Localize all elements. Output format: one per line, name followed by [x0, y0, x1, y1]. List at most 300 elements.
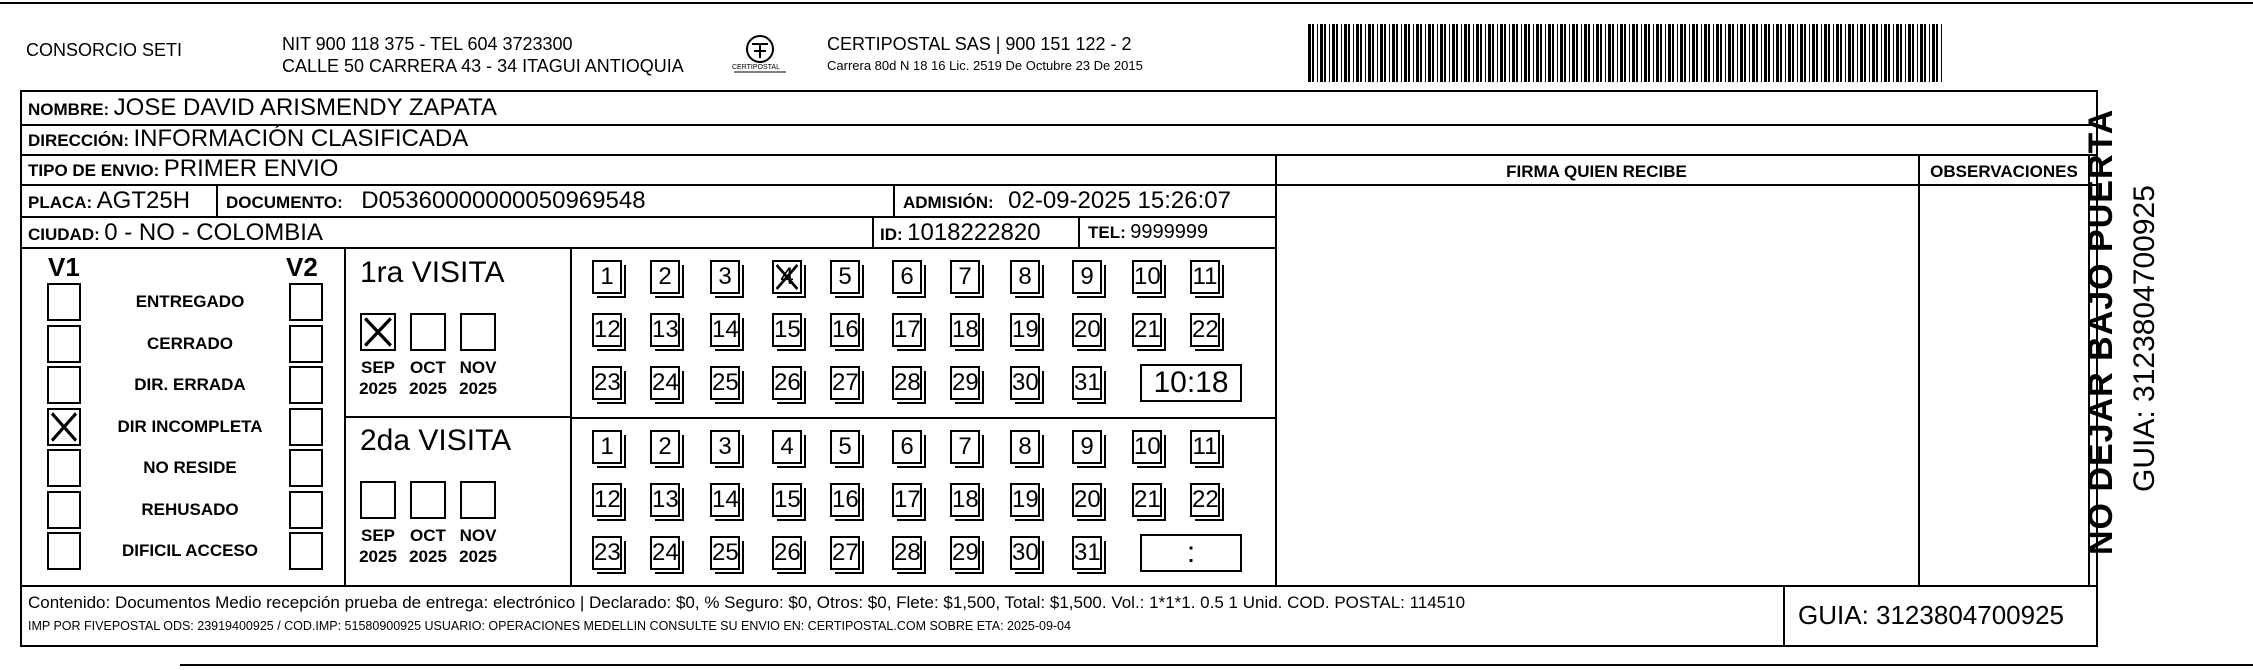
barcode-bar — [1593, 24, 1594, 82]
barcode-bar — [1341, 24, 1342, 82]
barcode-bar — [1833, 24, 1834, 82]
day-box: 11 — [1190, 260, 1220, 294]
day-box: 13 — [650, 483, 680, 517]
id-label: ID: — [880, 225, 903, 244]
barcode-bar — [1857, 24, 1858, 82]
barcode-bar — [1884, 24, 1887, 82]
col-line — [1078, 216, 1080, 247]
visit1-title: 1ra VISITA — [360, 256, 505, 289]
barcode-bar — [1545, 24, 1546, 82]
barcode-bar — [1812, 24, 1815, 82]
barcode-bar — [1924, 24, 1926, 82]
license-line: Carrera 80d N 18 16 Lic. 2519 De Octubre 23 De 2015 — [827, 58, 1143, 73]
barcode-bar — [1804, 24, 1806, 82]
barcode-bar — [1384, 24, 1386, 82]
barcode-bar — [1392, 24, 1395, 82]
check-mark-icon — [362, 315, 394, 349]
barcode-bar — [1533, 24, 1534, 82]
barcode-bar — [1713, 24, 1714, 82]
day-box: 15 — [772, 483, 802, 517]
barcode-bar — [1509, 24, 1510, 82]
barcode-bar — [1828, 24, 1830, 82]
day-box: 29 — [950, 366, 980, 400]
barcode-bar — [1444, 24, 1446, 82]
barcode-bar — [1644, 24, 1647, 82]
barcode-bar — [1317, 24, 1318, 82]
month-checkbox — [460, 313, 496, 351]
day-box: 30 — [1010, 536, 1040, 570]
barcode-bar — [1912, 24, 1914, 82]
barcode-bar — [1540, 24, 1542, 82]
barcode-bar — [1521, 24, 1522, 82]
col-line — [1783, 585, 1785, 647]
barcode-bar — [1485, 24, 1486, 82]
row-line — [20, 216, 1277, 218]
barcode-bar — [1377, 24, 1378, 82]
status-label: DIFICIL ACCESO — [121, 541, 258, 560]
col-line — [216, 184, 218, 216]
v2-label: V2 — [286, 252, 318, 282]
month-checkbox — [410, 313, 446, 351]
tipo-envio-row — [28, 155, 338, 183]
day-box: 1 — [592, 430, 622, 464]
col-line — [1275, 154, 1277, 585]
day-box: 26 — [772, 536, 802, 570]
day-box: 30 — [1010, 366, 1040, 400]
barcode-bar — [1404, 24, 1407, 82]
barcode-bar — [1677, 24, 1678, 82]
barcode-bar — [1816, 24, 1818, 82]
barcode-bar — [1416, 24, 1419, 82]
certipostal-line: CERTIPOSTAL SAS | 900 151 122 - 2 — [827, 34, 1132, 54]
barcode-bar — [1492, 24, 1494, 82]
barcode-bar — [1413, 24, 1414, 82]
day-box: 20 — [1072, 313, 1102, 347]
day-box: 10 — [1132, 430, 1162, 464]
barcode-bar — [1797, 24, 1798, 82]
day-box: 19 — [1010, 313, 1040, 347]
barcode-bar — [1737, 24, 1738, 82]
day-box: 3 — [710, 260, 740, 294]
barcode-bar — [1668, 24, 1671, 82]
month-checkbox — [360, 313, 396, 351]
barcode-bar — [1624, 24, 1626, 82]
col-line — [1918, 154, 1920, 585]
barcode-bar — [1773, 24, 1774, 82]
tel-value: 9999999 — [1130, 221, 1209, 243]
barcode-bar — [1380, 24, 1383, 82]
tel-label: TEL: — [1088, 223, 1126, 242]
barcode-bar — [1708, 24, 1710, 82]
time-box: 10:18 — [1140, 364, 1242, 402]
barcode-bar — [1905, 24, 1906, 82]
status-label: DIR INCOMPLETA — [117, 416, 263, 436]
day-box: 12 — [592, 313, 622, 347]
side-main-text: NO DEJAR BAJO PUERTA — [2082, 108, 2120, 555]
barcode-bar — [1665, 24, 1666, 82]
barcode-bar — [1888, 24, 1890, 82]
barcode-bar — [1776, 24, 1779, 82]
day-box: 5 — [830, 260, 860, 294]
barcode-bar — [1452, 24, 1455, 82]
barcode-bar — [1756, 24, 1758, 82]
barcode-bar — [1752, 24, 1755, 82]
v2-checkbox — [289, 283, 323, 321]
barcode-bar — [1908, 24, 1911, 82]
day-box: 24 — [650, 536, 680, 570]
barcode-bar — [1836, 24, 1839, 82]
barcode-bar — [1936, 24, 1938, 82]
barcode-bar — [1488, 24, 1491, 82]
v1-checkbox — [47, 366, 81, 404]
barcode-bar — [1788, 24, 1791, 82]
barcode-bar — [1896, 24, 1899, 82]
barcode-bar — [1437, 24, 1438, 82]
barcode-bar — [1768, 24, 1770, 82]
day-box: 12 — [592, 483, 622, 517]
barcode-bar — [1528, 24, 1530, 82]
month-label: NOV 2025 — [459, 358, 497, 398]
barcode-bar — [1648, 24, 1650, 82]
v2-checkbox — [289, 491, 323, 529]
barcode-bar — [1761, 24, 1762, 82]
barcode-bar — [1353, 24, 1354, 82]
tipo-envio-value: PRIMER ENVIO — [163, 155, 339, 182]
v1-checkbox — [47, 532, 81, 570]
col-line — [872, 216, 874, 247]
barcode-bar — [1629, 24, 1630, 82]
barcode-bar — [1852, 24, 1854, 82]
status-label: DIR. ERRADA — [134, 375, 246, 394]
time-box: : — [1140, 534, 1242, 572]
barcode-bar — [1917, 24, 1918, 82]
tel-field — [1088, 221, 1208, 244]
barcode-bar — [1792, 24, 1794, 82]
month-label: SEP 2025 — [359, 358, 397, 398]
day-box: 31 — [1072, 366, 1102, 400]
month-label: OCT 2025 — [409, 526, 447, 566]
ciudad-label: CIUDAD: — [28, 225, 100, 244]
ciudad-value: 0 - NO - COLOMBIA — [104, 219, 323, 246]
day-box: 17 — [892, 483, 922, 517]
id-field — [880, 219, 1041, 247]
v1-label: V1 — [48, 252, 80, 282]
day-box: 6 — [892, 260, 922, 294]
barcode-bar — [1620, 24, 1623, 82]
barcode-bar — [1785, 24, 1786, 82]
day-box: 27 — [830, 536, 860, 570]
v2-checkbox — [289, 449, 323, 487]
direccion-label: DIRECCIÓN: — [28, 131, 130, 150]
day-box: 11 — [1190, 430, 1220, 464]
day-box: 9 — [1072, 430, 1102, 464]
barcode-bar — [1900, 24, 1902, 82]
barcode-bar — [1365, 24, 1366, 82]
barcode-bar — [1704, 24, 1707, 82]
barcode-bar — [1557, 24, 1558, 82]
nit-line: NIT 900 118 375 - TEL 604 3723300 — [282, 34, 573, 54]
col-line — [893, 184, 895, 216]
day-box: 15 — [772, 313, 802, 347]
v2-checkbox — [289, 325, 323, 363]
barcode-bar — [1660, 24, 1662, 82]
barcode-bar — [1605, 24, 1606, 82]
status-label: REHUSADO — [141, 499, 239, 519]
day-box: 21 — [1132, 483, 1162, 517]
v1-checkbox — [47, 449, 81, 487]
barcode-bar — [1872, 24, 1875, 82]
firma-label: FIRMA QUIEN RECIBE — [1506, 162, 1687, 181]
barcode-bar — [1336, 24, 1338, 82]
barcode-bar — [1728, 24, 1731, 82]
day-box: 14 — [710, 483, 740, 517]
id-value: 1018222820 — [907, 219, 1041, 246]
day-box: 18 — [950, 483, 980, 517]
day-box: 22 — [1190, 483, 1220, 517]
barcode-bar — [1701, 24, 1702, 82]
barcode-bar — [1572, 24, 1575, 82]
day-box: 28 — [892, 366, 922, 400]
day-box: 29 — [950, 536, 980, 570]
logo-text: CERTIPOSTAL — [732, 64, 780, 71]
day-box: 19 — [1010, 483, 1040, 517]
barcode-bar — [1396, 24, 1398, 82]
day-box: 4 — [772, 430, 802, 464]
visit2-title: 2da VISITA — [360, 424, 512, 457]
row-line — [20, 585, 2098, 587]
day-box: 8 — [1010, 430, 1040, 464]
certipostal-logo-icon — [730, 34, 790, 84]
barcode-bar — [1617, 24, 1618, 82]
v2-checkbox — [289, 408, 323, 446]
day-box: 17 — [892, 313, 922, 347]
day-box: 22 — [1190, 313, 1220, 347]
row-line — [572, 417, 1277, 419]
barcode-bar — [1876, 24, 1878, 82]
check-mark-icon — [49, 410, 79, 444]
barcode-bar — [1716, 24, 1719, 82]
day-box: 26 — [772, 366, 802, 400]
barcode-bar — [1632, 24, 1635, 82]
barcode-bar — [1840, 24, 1842, 82]
barcode-bar — [1581, 24, 1582, 82]
side-guia-text: GUIA: 3123804700925 — [2128, 185, 2161, 492]
company-name: CONSORCIO SETI — [26, 40, 183, 60]
status-label: CERRADO — [147, 333, 233, 353]
day-box: 27 — [830, 366, 860, 400]
month-checkbox — [410, 481, 446, 519]
nombre-row — [28, 94, 497, 122]
barcode-bar — [1308, 24, 1311, 82]
barcode-bar — [1720, 24, 1722, 82]
barcode-bar — [1320, 24, 1323, 82]
direccion-row — [28, 125, 468, 153]
placa-value: AGT25H — [96, 187, 191, 214]
day-box: 5 — [830, 430, 860, 464]
barcode-bar — [1696, 24, 1698, 82]
barcode-bar — [1764, 24, 1767, 82]
barcode-bar — [1824, 24, 1827, 82]
barcode-bar — [1596, 24, 1599, 82]
observaciones-label: OBSERVACIONES — [1930, 162, 2078, 181]
v1-checkbox — [47, 283, 81, 321]
barcode-bar — [1800, 24, 1803, 82]
barcode-bar — [1464, 24, 1467, 82]
barcode-bar — [1680, 24, 1683, 82]
day-box: 8 — [1010, 260, 1040, 294]
barcode-bar — [1461, 24, 1462, 82]
bottom-border-line — [180, 664, 2253, 666]
barcode-bar — [1432, 24, 1434, 82]
barcode-bar — [1893, 24, 1894, 82]
barcode-bar — [1656, 24, 1659, 82]
v1-checkbox — [47, 491, 81, 529]
barcode-bar — [1408, 24, 1410, 82]
barcode-bar — [1348, 24, 1350, 82]
day-box: 24 — [650, 366, 680, 400]
barcode-bar — [1552, 24, 1554, 82]
barcode-bar — [1344, 24, 1347, 82]
placa-field — [28, 187, 190, 215]
status-label: NO RESIDE — [143, 458, 237, 477]
barcode-bar — [1401, 24, 1402, 82]
barcode-bar — [1641, 24, 1642, 82]
barcode-bar — [1869, 24, 1870, 82]
barcode-bar — [1456, 24, 1458, 82]
day-box: 16 — [830, 483, 860, 517]
barcode-bar — [1476, 24, 1479, 82]
v1-checkbox — [47, 408, 81, 446]
row-line — [20, 184, 2098, 186]
barcode-bar — [1740, 24, 1743, 82]
day-box: 13 — [650, 313, 680, 347]
tipo-envio-label: TIPO DE ENVIO: — [28, 161, 160, 180]
barcode-bar — [1440, 24, 1443, 82]
admision-label: ADMISIÓN: — [903, 193, 994, 212]
v2-checkbox — [289, 532, 323, 570]
day-box: 3 — [710, 430, 740, 464]
barcode-bar — [1744, 24, 1746, 82]
day-box: 18 — [950, 313, 980, 347]
barcode-bar — [1504, 24, 1506, 82]
day-box: 14 — [710, 313, 740, 347]
day-box: 4 — [772, 260, 802, 294]
barcode — [1308, 24, 1948, 82]
check-mark-icon — [774, 262, 800, 292]
month-label: NOV 2025 — [459, 526, 497, 566]
barcode-bar — [1524, 24, 1527, 82]
barcode-bar — [1941, 24, 1942, 82]
barcode-bar — [1312, 24, 1314, 82]
barcode-bar — [1780, 24, 1782, 82]
barcode-bar — [1929, 24, 1930, 82]
barcode-bar — [1653, 24, 1654, 82]
day-box: 23 — [592, 366, 622, 400]
documento-value: D05360000000050969548 — [361, 187, 646, 214]
barcode-bar — [1356, 24, 1359, 82]
barcode-bar — [1588, 24, 1590, 82]
barcode-bar — [1425, 24, 1426, 82]
documento-label: DOCUMENTO: — [226, 193, 343, 212]
barcode-bar — [1749, 24, 1750, 82]
barcode-bar — [1368, 24, 1371, 82]
nombre-value: JOSE DAVID ARISMENDY ZAPATA — [113, 94, 497, 121]
barcode-bar — [1360, 24, 1362, 82]
barcode-bar — [1536, 24, 1539, 82]
barcode-bar — [1612, 24, 1614, 82]
day-box: 7 — [950, 430, 980, 464]
status-label: ENTREGADO — [135, 292, 245, 311]
barcode-bar — [1821, 24, 1822, 82]
row-line — [20, 247, 1277, 249]
barcode-bar — [1845, 24, 1846, 82]
day-box: 25 — [710, 366, 740, 400]
footer-line2: IMP POR FIVEPOSTAL ODS: 23919400925 / COD.IMP: 51580900925 USUARIO: OPERACIONES MEDELLIN CONSULTE SU ENVIO EN: CERTIPOSTAL.COM SOBRE ETA: 2025-09-04 — [28, 619, 1071, 633]
admision-value: 02-09-2025 15:26:07 — [1008, 187, 1231, 214]
day-box: 20 — [1072, 483, 1102, 517]
certipostal-logo — [730, 34, 790, 84]
barcode-bar — [1672, 24, 1674, 82]
month-checkbox — [360, 481, 396, 519]
day-box: 6 — [892, 430, 922, 464]
v1-checkbox — [47, 325, 81, 363]
barcode-bar — [1584, 24, 1587, 82]
placa-label: PLACA: — [28, 193, 93, 212]
barcode-bar — [1600, 24, 1602, 82]
month-label: SEP 2025 — [359, 526, 397, 566]
barcode-bar — [1372, 24, 1374, 82]
barcode-bar — [1564, 24, 1566, 82]
barcode-bar — [1468, 24, 1470, 82]
day-box: 25 — [710, 536, 740, 570]
footer-guia: GUIA: 3123804700925 — [1798, 600, 2064, 630]
barcode-bar — [1920, 24, 1923, 82]
barcode-bar — [1725, 24, 1726, 82]
barcode-bar — [1332, 24, 1335, 82]
barcode-bar — [1449, 24, 1450, 82]
footer-line1: Contenido: Documentos Medio recepción prueba de entrega: electrónico | Declarado: $0, % Seguro: $0, Otros: $0, Flete: $1,500, Total: $1,500. Vol.: 1*1*1. 0.5 1 Unid. COD. POSTAL: 114510 — [28, 593, 1466, 612]
v2-checkbox — [289, 366, 323, 404]
day-box: 9 — [1072, 260, 1102, 294]
day-box: 2 — [650, 260, 680, 294]
barcode-bar — [1389, 24, 1390, 82]
barcode-bar — [1516, 24, 1518, 82]
barcode-bar — [1809, 24, 1810, 82]
barcode-bar — [1512, 24, 1515, 82]
day-box: 7 — [950, 260, 980, 294]
barcode-bar — [1569, 24, 1570, 82]
direccion-value: INFORMACIÓN CLASIFICADA — [133, 125, 469, 152]
barcode-bar — [1608, 24, 1611, 82]
barcode-bar — [1324, 24, 1326, 82]
barcode-bar — [1684, 24, 1686, 82]
barcode-bar — [1689, 24, 1690, 82]
barcode-bar — [1692, 24, 1695, 82]
month-label: OCT 2025 — [409, 358, 447, 398]
barcode-bar — [1497, 24, 1498, 82]
day-box: 10 — [1132, 260, 1162, 294]
day-box: 31 — [1072, 536, 1102, 570]
day-box: 23 — [592, 536, 622, 570]
month-checkbox — [460, 481, 496, 519]
barcode-bar — [1636, 24, 1638, 82]
admision-field — [903, 187, 1231, 215]
barcode-bar — [1428, 24, 1431, 82]
barcode-bar — [1560, 24, 1563, 82]
top-border-line — [0, 2, 2253, 4]
ciudad-field — [28, 219, 323, 247]
day-box: 16 — [830, 313, 860, 347]
